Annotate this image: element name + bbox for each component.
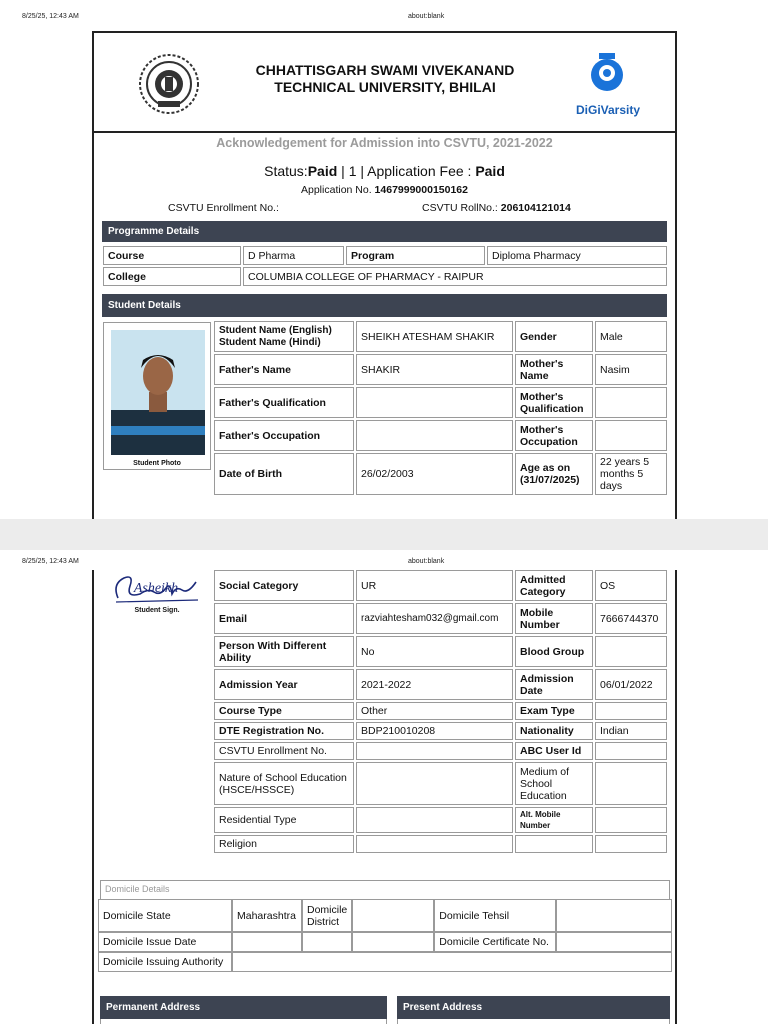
program-label: Program [346, 246, 485, 265]
domicile-tehsil-value [556, 899, 672, 932]
residential-type-value [356, 807, 513, 833]
status-value: Paid [307, 163, 338, 179]
print-title: about:blank [408, 13, 445, 20]
domicile-district-value [352, 899, 434, 932]
dte-registration-value: BDP210010208 [356, 722, 513, 740]
gender-value: Male [595, 321, 667, 352]
fee-status-value: Paid [475, 163, 505, 179]
pwd-label: Person With Different Ability [214, 636, 354, 667]
social-category-value: UR [356, 570, 513, 601]
empty-cell [352, 932, 434, 952]
permanent-address-header: Permanent Address [100, 996, 387, 1019]
program-value: Diploma Pharmacy [487, 246, 667, 265]
dte-registration-label: DTE Registration No. [214, 722, 354, 740]
mother-qualification-label: Mother's Qualification [515, 387, 593, 418]
medium-value [595, 762, 667, 805]
domicile-state-label: Domicile State [98, 899, 232, 932]
course-value: D Pharma [243, 246, 344, 265]
signature-text: Asheikh [133, 581, 179, 596]
school-education-label: Nature of School Education (HSCE/HSSCE) [214, 762, 354, 805]
roll-number: CSVTU RollNo.: 206104121014 [422, 202, 571, 214]
domicile-certificate-value [556, 932, 672, 952]
abc-user-id-label: ABC User Id [515, 742, 593, 760]
programme-details-header: Programme Details [102, 221, 667, 242]
empty-cell [595, 835, 667, 853]
student-photo [103, 322, 211, 470]
college-label: College [103, 267, 241, 286]
status-line: Status:Paid | 1 | Application Fee : Paid [264, 163, 505, 179]
mobile-value: 7666744370 [595, 603, 667, 634]
mother-name-value: Nasim [595, 354, 667, 385]
acknowledgement-title: Acknowledgement for Admission into CSVTU, 2021-2022 [216, 136, 553, 150]
religion-label: Religion [214, 835, 354, 853]
exam-type-label: Exam Type [515, 702, 593, 720]
page-separator [0, 519, 768, 550]
mother-name-label: Mother's Name [515, 354, 593, 385]
domicile-issue-date-label: Domicile Issue Date [98, 932, 232, 952]
domicile-authority-label: Domicile Issuing Authority [98, 952, 232, 972]
csvtu-enrollment-value [356, 742, 513, 760]
nationality-value: Indian [595, 722, 667, 740]
student-table-1 [212, 319, 669, 497]
alt-mobile-label: Alt. Mobile Number [515, 807, 593, 833]
student-details-header: Student Details [102, 294, 667, 317]
gender-label: Gender [515, 321, 593, 352]
domicile-details-header: Domicile Details [100, 880, 670, 900]
programme-table [101, 244, 669, 288]
admission-date-value: 06/01/2022 [595, 669, 667, 700]
blood-group-label: Blood Group [515, 636, 593, 667]
admission-date-label: Admission Date [515, 669, 593, 700]
empty-cell [302, 932, 352, 952]
csvtu-enrollment-label: CSVTU Enrollment No. [214, 742, 354, 760]
present-address-body [397, 1019, 670, 1024]
father-occupation-value [356, 420, 513, 451]
residential-type-label: Residential Type [214, 807, 354, 833]
course-type-label: Course Type [214, 702, 354, 720]
admission-year-value: 2021-2022 [356, 669, 513, 700]
domicile-authority-value [232, 952, 672, 972]
present-address-header: Present Address [397, 996, 670, 1019]
student-name-value: SHEIKH ATESHAM SHAKIR [356, 321, 513, 352]
university-name: CHHATTISGARH SWAMI VIVEKANAND TECHNICAL UNIVERSITY, BHILAI [255, 62, 515, 95]
father-name-label: Father's Name [214, 354, 354, 385]
admission-year-label: Admission Year [214, 669, 354, 700]
course-type-value: Other [356, 702, 513, 720]
domicile-tehsil-label: Domicile Tehsil [434, 899, 556, 932]
father-qualification-label: Father's Qualification [214, 387, 354, 418]
mother-occupation-label: Mother's Occupation [515, 420, 593, 451]
digivarsity-logo-text: DiGiVarsity [576, 103, 641, 117]
college-value: COLUMBIA COLLEGE OF PHARMACY - RAIPUR [243, 267, 667, 286]
mobile-label: Mobile Number [515, 603, 593, 634]
mother-qualification-value [595, 387, 667, 418]
signature-caption: Student Sign. [134, 607, 180, 614]
age-label: Age as on (31/07/2025) [515, 453, 593, 495]
photo-caption: Student Photo [133, 460, 181, 467]
admitted-category-label: Admitted Category [515, 570, 593, 601]
domicile-certificate-label: Domicile Certificate No. [434, 932, 556, 952]
school-education-value [356, 762, 513, 805]
domicile-issue-date-value [232, 932, 302, 952]
exam-type-value [595, 702, 667, 720]
social-category-label: Social Category [214, 570, 354, 601]
dob-label: Date of Birth [214, 453, 354, 495]
permanent-address-body [100, 1019, 387, 1024]
enrollment-number: CSVTU Enrollment No.: [168, 202, 279, 214]
print-date: 8/25/25, 12:43 AM [22, 13, 79, 20]
blood-group-value [595, 636, 667, 667]
course-label: Course [103, 246, 241, 265]
student-signature-icon [110, 572, 202, 606]
application-number: Application No. 1467999000150162 [301, 184, 468, 196]
print-title-page-2: about:blank [408, 558, 445, 565]
email-label: Email [214, 603, 354, 634]
student-photo-image [111, 330, 205, 455]
email-value: razviahtesham032@gmail.com [356, 603, 513, 634]
student-name-label: Student Name (English) Student Name (Hindi) [214, 321, 354, 352]
mother-occupation-value [595, 420, 667, 451]
religion-value [356, 835, 513, 853]
father-occupation-label: Father's Occupation [214, 420, 354, 451]
domicile-district-label: Domicile District [302, 899, 352, 932]
father-qualification-value [356, 387, 513, 418]
father-name-value: SHAKIR [356, 354, 513, 385]
pwd-value: No [356, 636, 513, 667]
student-table-2 [212, 568, 669, 855]
medium-label: Medium of School Education [515, 762, 593, 805]
print-date-page-2: 8/25/25, 12:43 AM [22, 558, 79, 565]
age-value: 22 years 5 months 5 days [595, 453, 667, 495]
abc-user-id-value [595, 742, 667, 760]
admitted-category-value: OS [595, 570, 667, 601]
domicile-state-value: Maharashtra [232, 899, 302, 932]
domicile-table [98, 899, 672, 972]
alt-mobile-value [595, 807, 667, 833]
dob-value: 26/02/2003 [356, 453, 513, 495]
empty-cell [515, 835, 593, 853]
nationality-label: Nationality [515, 722, 593, 740]
